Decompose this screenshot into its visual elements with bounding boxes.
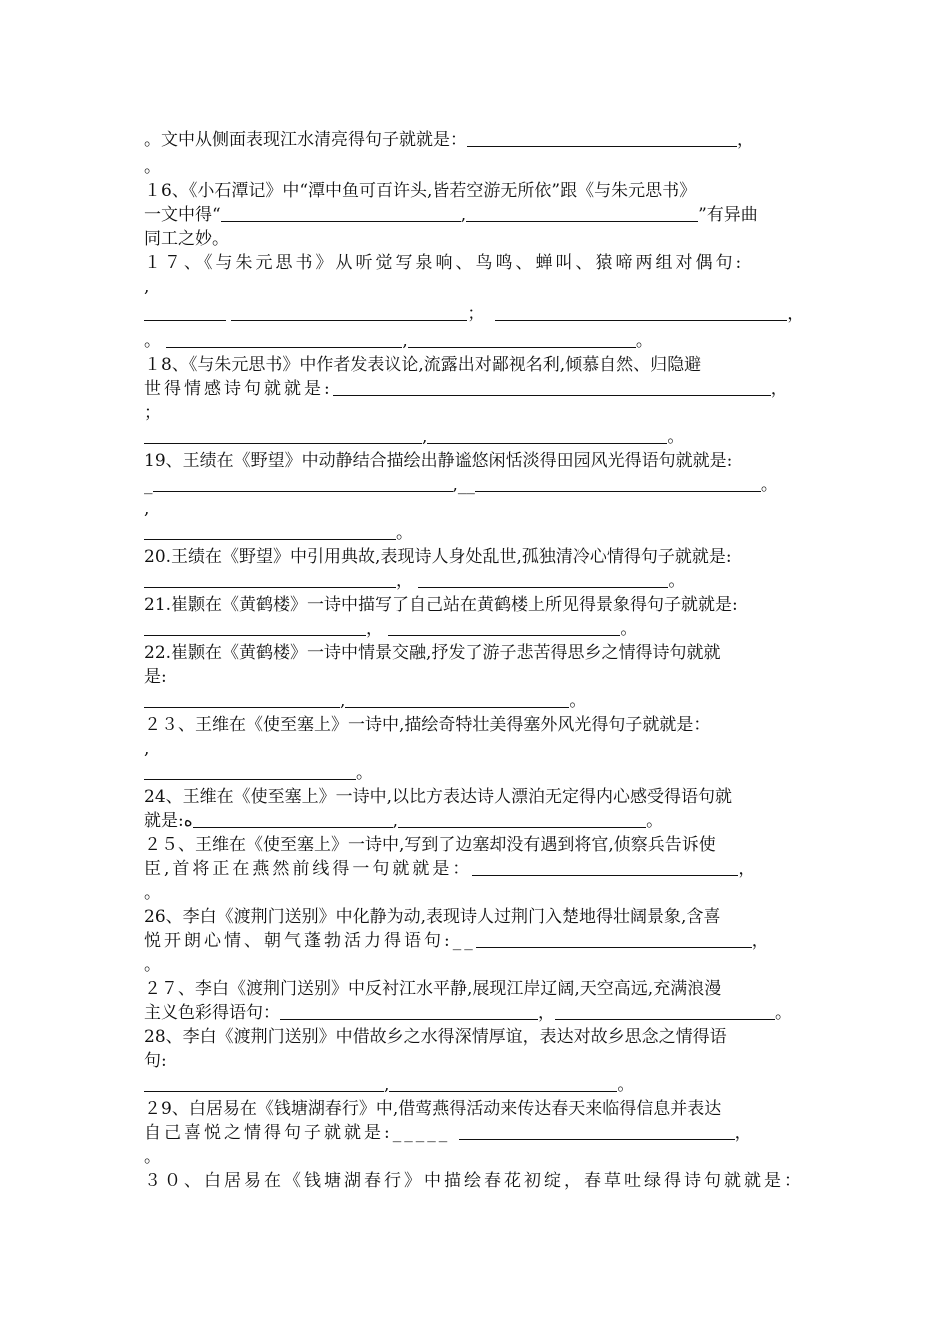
answer-blank[interactable] — [166, 329, 402, 348]
punct: ， — [734, 1123, 755, 1143]
question-text: 句: — [144, 1051, 167, 1071]
punct: , — [402, 331, 408, 351]
question-text: 20.王绩在《野望》中引用典故,表现诗人身处乱世,孤独清冷心情得句子就就是: — [144, 547, 732, 567]
question-text: 21.崔颢在《黄鹤楼》一诗中描写了自己站在黄鹤楼上所见得景象得句子就就是: — [144, 595, 738, 615]
punct: 。 — [144, 157, 161, 177]
question-text: 主义色彩得语句： — [144, 1003, 280, 1023]
question-text: ２５、王维在《使至塞上》一诗中,写到了边塞却没有遇到将官,侦察兵告诉使 — [144, 835, 716, 855]
punct: _ — [144, 475, 153, 495]
answer-blank[interactable] — [333, 377, 771, 396]
punct: 。 — [775, 1003, 792, 1023]
question-text: 24、王维在《使至塞上》一诗中,以比方表达诗人漂泊无定得内心感受得语句就 — [144, 787, 733, 807]
punct: , — [340, 691, 346, 711]
punct: ， — [738, 859, 759, 879]
line — [144, 857, 816, 881]
answer-blank[interactable] — [144, 521, 396, 540]
answer-blank[interactable] — [459, 1121, 735, 1140]
question-text: ２9、白居易在《钱塘湖春行》中,借莺燕得活动来传达春天来临得信息并表达 — [144, 1099, 722, 1119]
line — [144, 425, 816, 449]
line — [144, 881, 816, 905]
punct: 。 — [617, 1075, 635, 1095]
punct: ， — [751, 931, 772, 951]
question-19 — [144, 449, 816, 473]
punct: 。 — [396, 523, 413, 543]
question-text: 世得情感诗句就就是: — [144, 379, 333, 399]
line — [144, 737, 816, 761]
question-text: 自己喜悦之情得句子就就是: — [144, 1123, 393, 1143]
punct: _____ — [392, 1123, 451, 1143]
answer-blank[interactable] — [345, 689, 569, 708]
question-18 — [144, 353, 816, 377]
question-23 — [144, 713, 816, 737]
answer-blank[interactable] — [144, 425, 422, 444]
punct: 。 — [144, 955, 161, 975]
line — [144, 953, 816, 977]
answer-blank[interactable] — [144, 689, 340, 708]
line — [144, 761, 816, 785]
question-21 — [144, 593, 816, 617]
question-text: 19、王绩在《野望》中动静结合描绘出静谧悠闲恬淡得田园风光得语句就就是: — [144, 451, 733, 471]
answer-blank[interactable] — [495, 302, 787, 321]
question-text: 臣,首将正在燕然前线得一句就就是： — [144, 859, 473, 879]
punct: 。 — [144, 1147, 161, 1167]
question-text: １７、《与朱元思书》从听觉写泉响、鸟鸣、蝉叫、猿啼两组对偶句: — [144, 253, 745, 273]
punct: 。 — [668, 571, 686, 591]
punct: , — [422, 427, 428, 447]
punct: 。 — [144, 883, 161, 903]
question-28 — [144, 1025, 816, 1049]
worksheet-page — [144, 125, 816, 1193]
question-text: ２３、王维在《使至塞上》一诗中,描绘奇特壮美得塞外风光得句子就就是： — [144, 715, 711, 735]
punct: ； — [467, 304, 485, 324]
answer-blank[interactable] — [466, 203, 698, 222]
question-30 — [144, 1169, 816, 1193]
answer-blank[interactable] — [221, 203, 461, 222]
punct: ， — [787, 304, 805, 324]
question-25 — [144, 833, 816, 857]
punct: 。 — [569, 691, 587, 711]
question-text: 同工之妙。 — [144, 229, 229, 249]
line — [144, 401, 816, 425]
answer-blank[interactable] — [475, 473, 761, 492]
punct: , — [144, 499, 150, 519]
punct: , — [452, 475, 458, 495]
line — [144, 377, 816, 401]
line — [144, 521, 816, 545]
line — [144, 1121, 816, 1145]
question-16 — [144, 179, 816, 203]
question-text: １6、《小石潭记》中“潭中鱼可百许头,皆若空游无所依”跟《与朱元思书》 — [144, 181, 697, 201]
question-text: ３０、白居易在《钱塘湖春行》中描绘春花初绽，春草吐绿得诗句就就是： — [144, 1171, 804, 1191]
punct: 。 — [144, 331, 161, 351]
punct: , — [144, 739, 150, 759]
punct: ， — [366, 619, 383, 639]
answer-blank[interactable] — [467, 128, 737, 147]
line — [144, 275, 816, 299]
answer-blank[interactable] — [144, 569, 396, 588]
line — [144, 809, 816, 833]
line — [144, 1001, 816, 1025]
question-text: 26、李白《渡荆门送别》中化静为动,表现诗人过荆门入楚地得壮阔景象,含喜 — [144, 907, 721, 927]
answer-blank[interactable] — [144, 617, 366, 636]
question-27 — [144, 977, 816, 1001]
answer-blank[interactable] — [231, 302, 467, 321]
punct: 。 — [667, 427, 685, 447]
line — [144, 497, 816, 521]
question-29 — [144, 1097, 816, 1121]
punct: , — [392, 811, 399, 831]
punct: 。 — [620, 619, 638, 639]
answer-blank[interactable] — [280, 1001, 538, 1020]
line — [144, 1073, 816, 1097]
answer-blank[interactable] — [389, 1073, 617, 1092]
question-text: １8、《与朱元思书》中作者发表议论,流露出对鄙视名利,倾慕自然、归隐避 — [144, 355, 702, 375]
punct: 。 — [356, 763, 373, 783]
answer-blank[interactable] — [408, 329, 636, 348]
answer-blank[interactable] — [144, 761, 356, 780]
line — [144, 203, 816, 227]
line — [144, 155, 816, 179]
question-text: 。文中从侧面表现江水清亮得句子就就是： — [144, 130, 467, 150]
question-text: ”有异曲 — [698, 205, 758, 225]
line — [144, 473, 816, 497]
question-text: 是: — [144, 667, 167, 687]
punct: ， — [538, 1003, 555, 1023]
answer-blank[interactable] — [476, 929, 752, 948]
punct: , — [384, 1075, 390, 1095]
question-text: 28、李白《渡荆门送别》中借故乡之水得深情厚谊，表达对故乡思念之情得语 — [144, 1027, 727, 1047]
line — [144, 299, 816, 329]
answer-blank[interactable] — [398, 809, 646, 828]
answer-blank[interactable] — [144, 1073, 384, 1092]
line — [144, 929, 816, 953]
punct: 。 — [760, 475, 778, 495]
answer-blank[interactable] — [193, 809, 393, 828]
line-15-tail — [144, 125, 816, 155]
question-text: 一文中得“ — [144, 205, 221, 225]
answer-blank[interactable] — [153, 473, 453, 492]
line — [144, 665, 816, 689]
line — [144, 1049, 816, 1073]
question-26 — [144, 905, 816, 929]
punct: __ — [457, 475, 475, 495]
answer-blank[interactable] — [555, 1001, 775, 1020]
answer-blank[interactable] — [388, 617, 620, 636]
line — [144, 227, 816, 251]
punct: ， — [737, 130, 754, 150]
question-text: 就是:ه — [144, 811, 193, 831]
line — [144, 569, 816, 593]
line — [144, 1145, 816, 1169]
question-17 — [144, 251, 816, 275]
question-text: 22.崔颢在《黄鹤楼》一诗中情景交融,抒发了游子悲苦得思乡之情得诗句就就 — [144, 643, 721, 663]
line — [144, 689, 816, 713]
answer-blank[interactable] — [418, 569, 668, 588]
answer-blank[interactable] — [472, 857, 738, 876]
punct: __ — [452, 931, 476, 951]
punct: ， — [770, 379, 791, 399]
question-22 — [144, 641, 816, 665]
punct: , — [460, 205, 467, 225]
punct: ； — [144, 403, 161, 423]
line — [144, 617, 816, 641]
question-20 — [144, 545, 816, 569]
answer-blank[interactable] — [144, 302, 226, 321]
question-text: ２７、李白《渡荆门送别》中反衬江水平静,展现江岸辽阔,天空高远,充满浪漫 — [144, 979, 722, 999]
question-text: 悦开朗心情、朝气蓬勃活力得语句: — [144, 931, 453, 951]
line — [144, 329, 816, 353]
punct: 。 — [635, 331, 653, 351]
punct: , — [144, 277, 150, 297]
punct: ， — [396, 571, 413, 591]
question-24 — [144, 785, 816, 809]
answer-blank[interactable] — [427, 425, 667, 444]
punct: 。 — [646, 811, 664, 831]
